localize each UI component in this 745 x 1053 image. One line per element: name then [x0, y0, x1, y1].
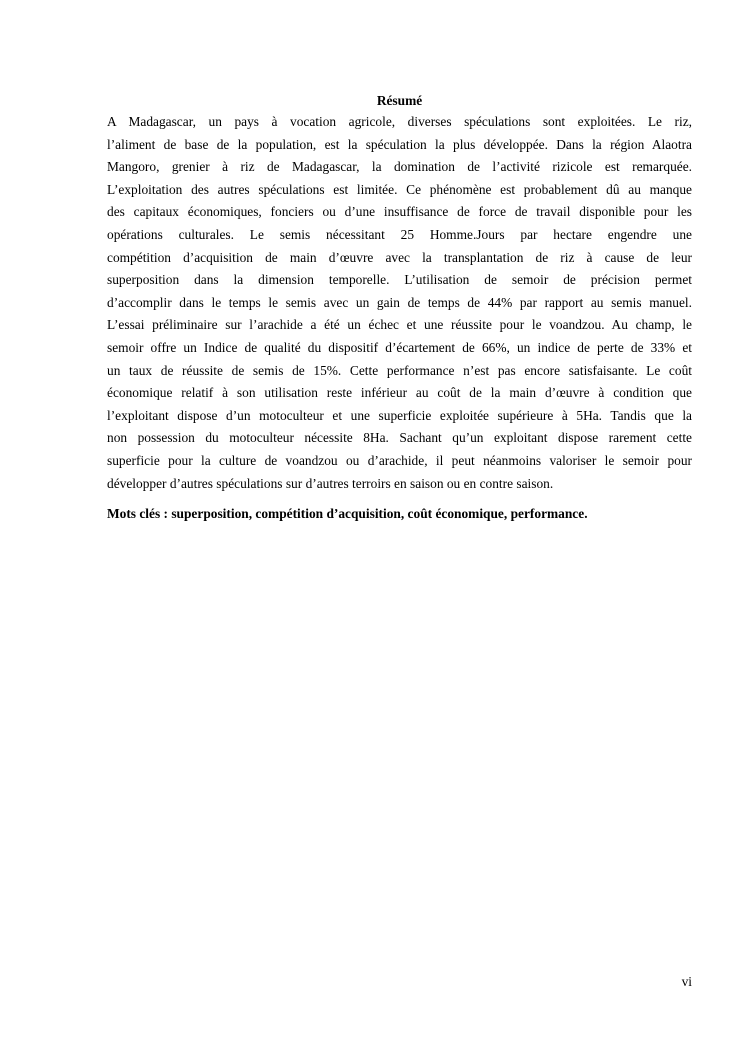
paragraph-line: non possession du motoculteur nécessite 8Ha. Sachant qu’un exploitant dispose rarement cette: [107, 430, 692, 446]
paragraph-line: l’exploitant dispose d’un motoculteur et une superficie exploitée supérieure à 5Ha. Tandis que la: [107, 407, 692, 423]
paragraph-line: semoir offre un Indice de qualité du dispositif d’écartement de 66%, un indice de perte de 33% et: [107, 339, 692, 355]
paragraph-line: l’aliment de base de la population, est la spéculation la plus développée. Dans la région Alaotra: [107, 136, 692, 152]
keywords: Mots clés : superposition, compétition d’acquisition, coût économique, performance.: [107, 506, 588, 522]
paragraph-line: d’accomplir dans le temps le semis avec un gain de temps de 44% par rapport au semis manuel.: [107, 294, 692, 310]
paragraph-line: économique relatif à son utilisation reste inférieur au coût de la main d’œuvre à condition que: [107, 385, 692, 401]
paragraph-line: superposition dans la dimension temporelle. L’utilisation de semoir de précision permet: [107, 272, 692, 288]
paragraph-line: L’essai préliminaire sur l’arachide a été un échec et une réussite pour le voandzou. Au champ, le: [107, 317, 692, 333]
page-number: vi: [681, 974, 692, 989]
paragraph-line: superficie pour la culture de voandzou ou d’arachide, il peut néanmoins valoriser le semoir pour: [107, 452, 692, 468]
page-content: [107, 91, 692, 537]
paragraph-line: A Madagascar, un pays à vocation agricole, diverses spéculations sont exploitées. Le riz,: [107, 114, 692, 129]
paragraph-line: compétition d’acquisition de main d’œuvre avec la transplantation de riz à cause de leur: [107, 249, 692, 265]
paragraph-line: développer d’autres spéculations sur d’autres terroirs en saison ou en contre saison.: [107, 475, 554, 491]
paragraph-line: un taux de réussite de semis de 15%. Cette performance n’est pas encore satisfaisante. Le coût: [107, 362, 692, 378]
paragraph-line: Mangoro, grenier à riz de Madagascar, la domination de l’activité rizicole est remarquée.: [107, 159, 692, 175]
paragraph-line: L’exploitation des autres spéculations est limitée. Ce phénomène est probablement dû au manque: [107, 181, 692, 197]
page-title: Résumé: [376, 93, 423, 108]
abstract-paragraph: [107, 111, 692, 495]
paragraph-line: des capitaux économiques, fonciers ou d’une insuffisance de force de travail disponible pour les: [107, 204, 692, 220]
paragraph-line: opérations culturales. Le semis nécessitant 25 Homme.Jours par hectare engendre une: [107, 226, 692, 242]
